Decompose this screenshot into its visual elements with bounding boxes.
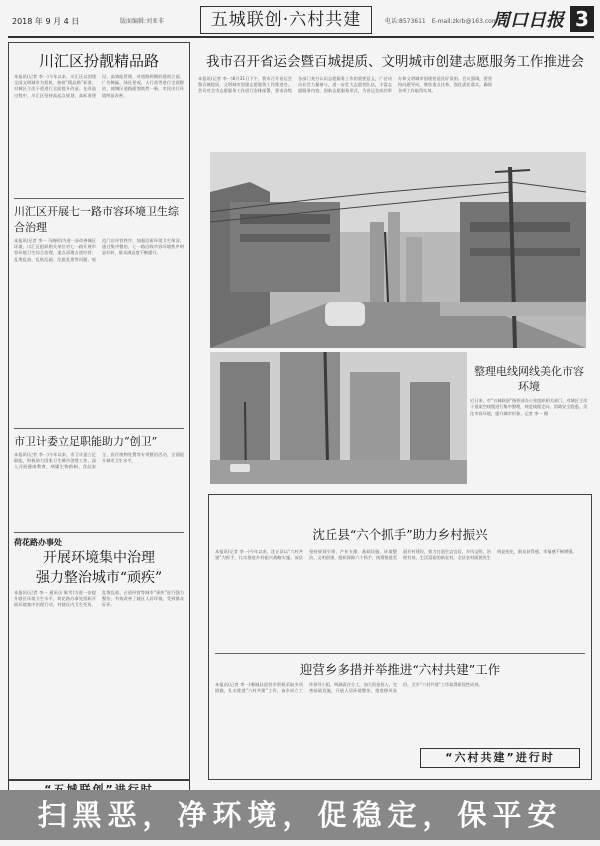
divider	[14, 428, 184, 429]
contact-info: 电话:8573611 E-mail:zkrb@163.com	[385, 18, 498, 25]
article-body-qiyi-road: 本报讯(记者 李一 马晓明)为进一步改善城区环境，川汇区组织相关单位对七一路开展市容环境卫生综合治理，重点清理占道经营、乱堆乱放、乱贴乱画、乱搭乱建等问题，规范门店经营秩序，加强沿街环境卫生保洁。通过集中整治，七一路沿线市容环境秩序明显好转，群众满意度不断提升。	[14, 238, 184, 262]
editor-credit: 版面编辑:刘亚非	[120, 18, 165, 25]
article-title-hehua-line2: 强力整治城市“顽疾”	[35, 570, 163, 586]
article-kicker-hehua-road: 荷花路办事处	[14, 538, 62, 547]
liucun-banner-text: “六村共建”进行时	[420, 748, 580, 768]
header-rule	[8, 36, 594, 38]
article-title-health-commission: 市卫计委立足职能助力“创卫”	[14, 435, 158, 448]
article-body-yingying: 本报讯(记者 李一)郸城县迎营乡积极采取多项措施，扎实推进“六村共建”工作。该乡成立工作领导小组，明确责任分工，加大资金投入，完善基础设施，开展人居环境整治，推进移风易俗，全乡“六村共建”工作取得阶段性成效。	[215, 682, 483, 694]
photo-caption-title: 整理电线网线美化市容环境	[474, 365, 584, 393]
page-header	[0, 0, 600, 38]
article-title-chuanhui-road: 川汇区扮靓精品路	[38, 52, 159, 70]
divider	[215, 653, 585, 654]
article-body-chuanhui-road: 本报讯(记者 李一)今年以来，川汇区以创建全国文明城市为契机，按照“精品路”标准，对城区主次干道进行全面提升改造。在改造过程中，川汇区坚持高起点规划、高标准建设、高效能管理，对道路两侧的建筑立面、广告牌匾、绿化景观、人行道等进行全面整治，使城区道路面貌焕然一新，市民出行环境明显改善。	[14, 74, 184, 98]
article-body-shenqiu: 本报讯(记者 李一)今年以来，沈丘县以“六村共建”为抓手，扎实推进乡村振兴战略实施。该县坚持规划引领、产业支撑、基础设施、环境整治、文明创建、组织保障六个抓手，统筹推进美丽乡村建设，着力打造生态宜居、乡风文明、治理有效、生活富裕的新农村，全县农村面貌发生明显变化，群众获得感、幸福感不断增强。	[215, 549, 577, 561]
village-articles-box	[208, 494, 592, 780]
divider	[14, 532, 184, 533]
street-photo-secondary	[210, 352, 467, 484]
lead-article-body: 本报讯(记者 李一)8月31日下午，我市召开省运会暨百城提质、文明城市创建志愿服务工作推进会。会议对全市志愿服务工作进行安排部署，要求各级各部门充分认识志愿服务工作的重要意义，广泛动员社会力量参与，进一步壮大志愿者队伍，丰富志愿服务内容，创新志愿服务形式，为省运会成功举办和文明城市创建营造良好氛围。会议强调，要坚持问题导向，聚焦重点任务，强化责任落实，确保各项工作取得实效。	[198, 76, 492, 94]
photo-caption	[470, 360, 588, 484]
divider	[14, 198, 184, 199]
article-title-shenqiu: 沈丘县“六个抓手”助力乡村振兴	[312, 527, 488, 542]
article-title-hehua-line1: 开展环境集中治理	[43, 550, 155, 566]
article-body-health-commission: 本报讯(记者 李一)今年以来，市卫计委立足职能，积极助力国家卫生城市创建工作，深入开展健康教育、病媒生物防制、食品安全、医疗废物处置等专项整治活动，全面提升城市卫生水平。	[14, 452, 184, 470]
lead-article-title: 我市召开省运会暨百城提质、文明城市创建志愿服务工作推进会	[206, 54, 584, 70]
left-column	[8, 42, 190, 780]
page-number: 3	[570, 6, 594, 32]
lead-article	[198, 42, 592, 168]
issue-date: 2018 年 9 月 4 日	[12, 17, 80, 26]
footer-slogan: 扫黑恶，净环境，促稳定，保平安	[0, 790, 600, 840]
article-body-hehua-road: 本报讯(记者 李一 通讯员 陈雪)为进一步提升辖区环境卫生水平，荷花路办事处组织开展环境集中治理行动，对辖区内卫生死角、乱堆乱放、占道经营等城市“顽疾”进行强力整治，有效改善了辖区人居环境，受到群众好评。	[14, 590, 184, 608]
newspaper-logo: 周口日报	[492, 10, 564, 31]
article-title-yingying: 迎营乡多措并举推进“六村共建”工作	[299, 662, 501, 677]
street-photo-main	[210, 152, 586, 348]
article-title-qiyi-road: 川汇区开展七一路市容环境卫生综合治理	[14, 205, 179, 234]
photo-caption-text: 近日来，市“五城联创”指挥部办公室组织相关部门，对城区主次干道架空线缆进行集中整理，规范线缆走向，消除安全隐患，美化市容环境，提升城市形象。记者 李一 摄	[470, 398, 588, 416]
section-title: 五城联创·六村共建	[200, 6, 372, 34]
liucun-banner	[420, 748, 580, 770]
